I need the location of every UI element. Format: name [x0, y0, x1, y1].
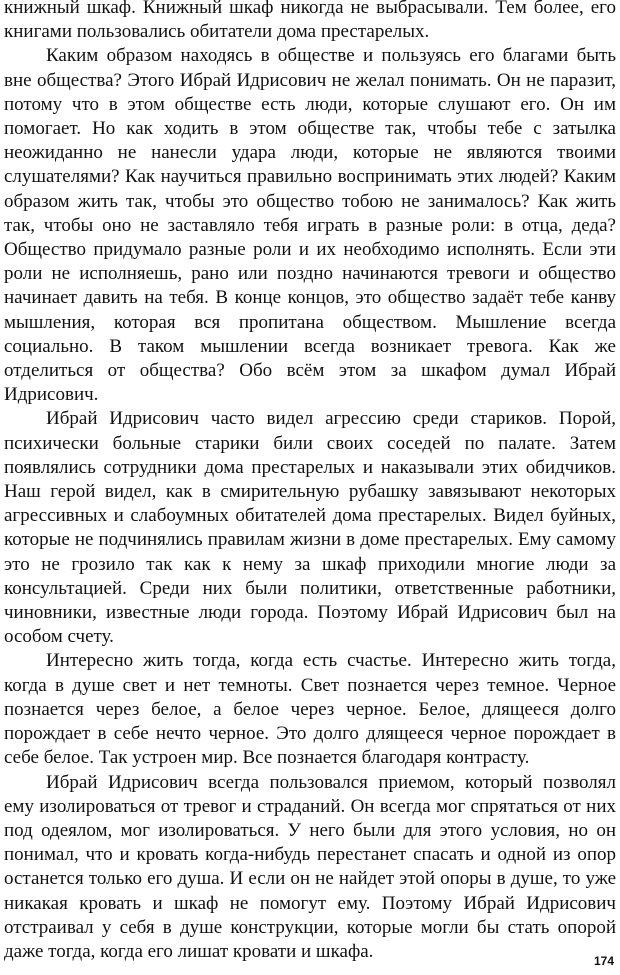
paragraph-isolation: Ибрай Идрисович всегда пользовался приемом, который позволял ему изолироваться от тревог и страданий. Он всегда мог спрятаться от них под одеялом, мог изолироваться. У него были для этого условия, но он понимал, что и кровать когда-нибудь перестанет спасать и одной из опор останется только его душа. И если он не найдет этой опоры в душе, то уже никакая кровать и шкаф не помогут ему. Поэтому Ибрай Идрисович отстраивал у себя в душе конструкции, которые могли бы стать опорой даже тогда, когда его лишат кровати и шкафа.	[4, 771, 616, 962]
paragraph-contrast: Интересно жить тогда, когда есть счастье. Интересно жить тогда, когда в душе свет и нет темноты. Свет познается через темное. Черное познается через белое, а белое через черное. Белое, длящееся долго порождает в себе нечто черное. Это долго длящееся черное порождает в себе белое. Так устроен мир. Все познается благодаря контрасту.	[4, 650, 616, 769]
paragraph-aggression: Ибрай Идрисович часто видел агрессию среди стариков. Порой, психически больные старики били своих соседей по палате. Затем появлялись сотрудники дома престарелых и наказывали этих обидчиков. Наш герой видел, как в смирительную рубашку завязывают некоторых агрессивных и слабоумных обитателей дома престарелых. Видел буйных, которые не подчинялись правилам жизни в доме престарелых. Ему самому это не грозило так как к нему за шкаф приходили многие люди за консультацией. Среди них были политики, ответственные работники, чиновники, известные люди города. Поэтому Ибрай Идрисович был на особом счету.	[4, 408, 616, 648]
page-number: 174	[593, 954, 614, 968]
paragraph-continuation: книжный шкаф. Книжный шкаф никогда не выбрасывали. Тем более, его книгами пользовались обитатели дома престарелых.	[4, 0, 616, 43]
paragraph-society: Каким образом находясь в обществе и пользуясь его благами быть вне общества? Этого Ибрай Идрисович не желал понимать. Он не паразит, потому что в этом обществе есть люди, которые слушают его. Он им помогает. Но как ходить в этом обществе так, чтобы тебе с затылка неожиданно не нанесли удара люди, которые не являются твоими слушателями? Как научиться правильно воспринимать этих людей? Каким образом жить так, чтобы это общество тобою не занималось? Как жить так, чтобы оно не заставляло тебя играть в разные роли: в отца, деда? Общество придумало разные роли и их необходимо исполнять. Если эти роли не исполняешь, рано или поздно начинаются тревоги и общество начинает давить на тебя. В конце концов, это общество задаёт тебе канву мышления, которая вся пропитана обществом. Мышление всегда социально. В таком мышлении всегда возникает тревога. Как же отделиться от общества? Обо всём этом за шкафом думал Ибрай Идрисович.	[4, 45, 616, 406]
